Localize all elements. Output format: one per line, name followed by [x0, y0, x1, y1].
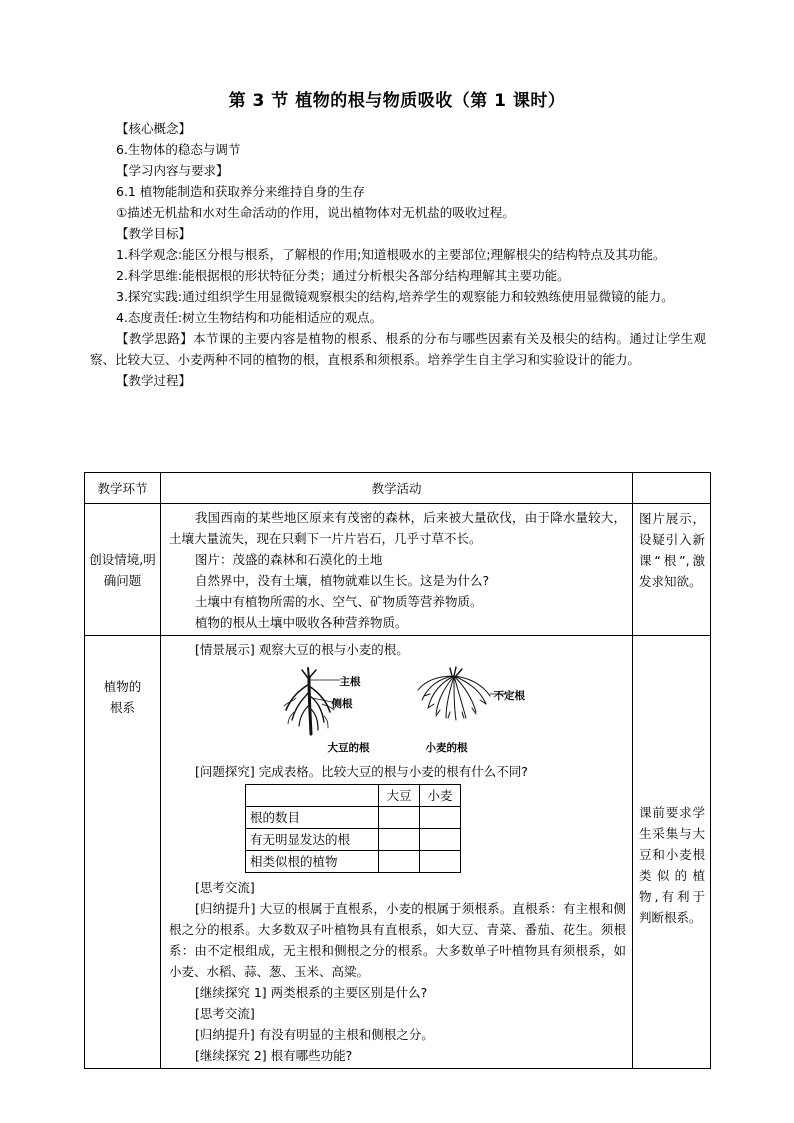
- table-row: [85, 636, 711, 1069]
- comparison-row-label: 根的数目: [246, 807, 379, 829]
- comparison-cell[interactable]: [379, 829, 420, 851]
- content-heading: 【学习内容与要求】: [116, 163, 229, 178]
- goal-2: 2.科学思维:能根据根的形状特征分类；通过分析根尖各部分结构理解其主要功能。: [116, 268, 570, 283]
- comparison-row: [246, 807, 461, 829]
- comparison-cell[interactable]: [420, 807, 461, 829]
- activity-line: 我国西南的某些地区原来有茂密的森林，后来被大量砍伐，由于降水量较大，土壤大量流失，现在只剩下一片片岩石，几乎寸草不长。: [169, 510, 626, 546]
- comparison-row: [246, 829, 461, 851]
- stage-cell: 创设情境,明确问题: [85, 504, 161, 636]
- comparison-header-row: [246, 785, 461, 807]
- continue-inquiry-1: [继续探究 1] 两类根系的主要区别是什么?: [195, 985, 428, 1000]
- think-exchange-1: [思考交流]: [195, 880, 255, 895]
- table-row: [85, 504, 711, 636]
- content-item-1: 6.1 植物能制造和获取养分来维持自身的生存: [116, 184, 365, 199]
- comparison-row-label: 相类似根的植物: [246, 851, 379, 873]
- root-figures: [169, 666, 626, 736]
- activity-line: 植物的根从土壤中吸收各种营养物质。: [195, 615, 408, 630]
- figure-captions: [169, 738, 626, 759]
- lesson-table: [84, 472, 711, 1069]
- comparison-cell[interactable]: [379, 851, 420, 873]
- process-heading: 【教学过程】: [116, 373, 192, 388]
- goal-3: 3.探究实践:通过组织学生用显微镜观察根尖的结构,培养学生的观察能力和较熟练使用显微镜的能力。: [116, 289, 674, 304]
- summary-1: [归纳提升] 大豆的根属于直根系，小麦的根属于须根系。直根系：有主根和侧根之分的根系。大多数双子叶植物具有直根系，如大豆、青菜、番茄、花生。须根系：由不定根组成，无主根和侧根之分的根系。大多数单子叶植物具有须根系，如小麦、水稻、蒜、葱、玉米、高粱。: [169, 901, 626, 979]
- comparison-table: [245, 784, 461, 873]
- header-note: [633, 473, 711, 504]
- taproot-illustration: [266, 666, 386, 736]
- think-exchange-2: [思考交流]: [195, 1006, 255, 1021]
- adventitious-root-label: 不定根: [493, 690, 525, 702]
- stage-label: 植物的: [103, 679, 142, 694]
- activity-line: 图片：茂盛的森林和石漠化的土地: [195, 552, 383, 567]
- intro-section: [90, 118, 706, 391]
- comparison-header-soybean: 大豆: [379, 785, 420, 807]
- summary-2: [归纳提升] 有没有明显的主根和侧根之分。: [195, 1027, 434, 1042]
- goals-heading: 【教学目标】: [116, 226, 192, 241]
- comparison-cell[interactable]: [420, 829, 461, 851]
- activity-line: 自然界中，没有土壤，植物就难以生长。这是为什么?: [195, 573, 490, 588]
- note-cell: 课前要求学生采集与大豆和小麦根类似的植物,有利于判断根系。: [633, 636, 711, 1069]
- comparison-cell[interactable]: [379, 807, 420, 829]
- soybean-root-figure: [266, 666, 386, 736]
- continue-inquiry-2: [继续探究 2] 根有哪些功能?: [195, 1048, 353, 1063]
- page-title: 第 3 节 植物的根与物质吸收（第 1 课时）: [228, 91, 566, 111]
- comparison-row-label: 有无明显发达的根: [246, 829, 379, 851]
- activity-cell: [161, 636, 633, 1069]
- goal-1: 1.科学观念:能区分根与根系，了解根的作用;知道根吸水的主要部位;理解根尖的结构特点及其功能。: [116, 247, 666, 262]
- main-root-label: 主根: [339, 676, 361, 688]
- note-cell: 图片展示，设疑引入新课“根”,激发求知欲。: [633, 504, 711, 636]
- comparison-row: [246, 851, 461, 873]
- wheat-root-figure: [410, 666, 530, 736]
- scene-text: [情景展示] 观察大豆的根与小麦的根。: [195, 642, 409, 657]
- goal-4: 4.态度责任:树立生物结构和功能相适应的观点。: [116, 310, 383, 325]
- header-stage: 教学环节: [85, 473, 161, 504]
- lateral-root-label: 侧根: [331, 698, 353, 710]
- inquiry-text: [问题探究] 完成表格。比较大豆的根与小麦的根有什么不同?: [195, 764, 528, 779]
- table-header-row: [85, 473, 711, 504]
- stage-cell: [85, 636, 161, 1069]
- core-concept: 6.生物体的稳态与调节: [116, 142, 241, 157]
- wheat-caption: 小麦的根: [425, 742, 468, 754]
- activity-line: 土壤中有植物所需的水、空气、矿物质等营养物质。: [195, 594, 483, 609]
- header-activity: 教学活动: [161, 473, 633, 504]
- soybean-caption: 大豆的根: [327, 742, 370, 754]
- comparison-header-blank: [246, 785, 379, 807]
- stage-label: 根系: [109, 700, 135, 715]
- comparison-cell[interactable]: [420, 851, 461, 873]
- activity-cell: [161, 504, 633, 636]
- teaching-idea: 【教学思路】本节课的主要内容是植物的根系、根系的分布与哪些因素有关及根尖的结构。通过让学生观察、比较大豆、小麦两种不同的植物的根，直根系和须根系。培养学生自主学习和实验设计的能力。: [90, 331, 706, 367]
- comparison-header-wheat: 小麦: [420, 785, 461, 807]
- content-item-2: ①描述无机盐和水对生命活动的作用，说出植物体对无机盐的吸收过程。: [116, 205, 515, 220]
- core-concept-heading: 【核心概念】: [116, 121, 192, 136]
